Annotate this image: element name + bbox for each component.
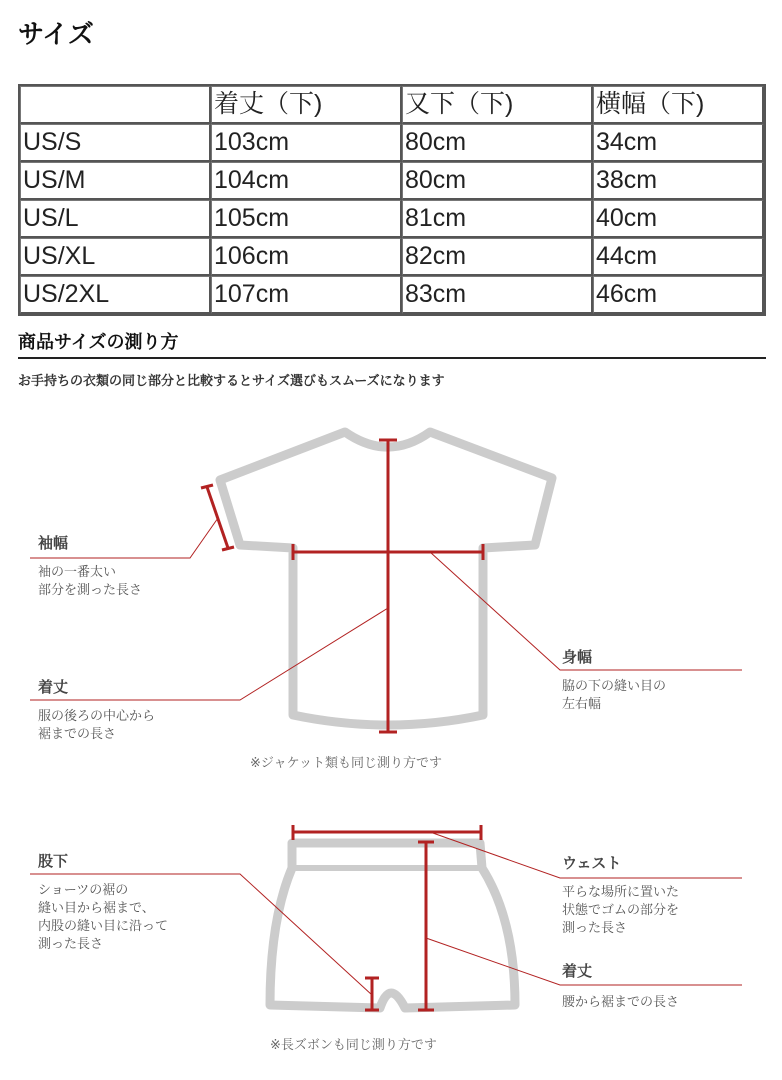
table-cell: 44cm — [593, 238, 764, 276]
table-cell: 80cm — [402, 162, 593, 200]
table-cell: 80cm — [402, 124, 593, 162]
table-cell: US/XL — [20, 238, 211, 276]
table-cell: 103cm — [211, 124, 402, 162]
shirt-length-label: 着丈 — [38, 678, 69, 696]
table-cell: US/S — [20, 124, 211, 162]
measure-heading: 商品サイズの測り方 — [18, 332, 179, 353]
sleeve-width-description: 袖の一番太い 部分を測った長さ — [38, 565, 143, 598]
table-cell: 82cm — [402, 238, 593, 276]
table-cell: US/2XL — [20, 276, 211, 314]
sleeve-width-label: 袖幅 — [38, 534, 69, 552]
body-width-description: 脇の下の縫い目の 左右幅 — [562, 679, 667, 712]
inseam-label: 股下 — [38, 852, 69, 870]
shirt-length-leader-line — [30, 608, 388, 700]
table-cell: 81cm — [402, 200, 593, 238]
table-cell: 34cm — [593, 124, 764, 162]
body-width-label: 身幅 — [562, 648, 593, 666]
table-cell: 46cm — [593, 276, 764, 314]
table-header-cell: 着丈（下) — [211, 86, 402, 124]
table-cell: 106cm — [211, 238, 402, 276]
shorts-length-description: 腰から裾までの長さ — [562, 995, 680, 1010]
table-cell: 38cm — [593, 162, 764, 200]
table-cell: 107cm — [211, 276, 402, 314]
shirt-note: ※ジャケット類も同じ測り方です — [250, 756, 442, 771]
table-cell: US/L — [20, 200, 211, 238]
table-cell: US/M — [20, 162, 211, 200]
table-cell: 83cm — [402, 276, 593, 314]
shorts-length-label: 着丈 — [562, 962, 593, 980]
table-cell: 40cm — [593, 200, 764, 238]
measure-intro: お手持ちの衣類の同じ部分と比較するとサイズ選びもスムーズになります — [18, 374, 445, 389]
page-title: サイズ — [18, 20, 94, 50]
table-cell: 105cm — [211, 200, 402, 238]
table-header-cell: 又下（下) — [402, 86, 593, 124]
shirt-length-description: 服の後ろの中心から 裾までの長さ — [38, 709, 156, 742]
waist-description: 平らな場所に置いた 状態でゴムの部分を 測った長さ — [562, 885, 680, 936]
waist-label: ウェスト — [562, 854, 622, 872]
table-header-cell: 横幅（下) — [593, 86, 764, 124]
table-cell: 104cm — [211, 162, 402, 200]
inseam-description: ショーツの裾の 縫い目から裾まで、 内股の縫い目に沿って 測った長さ — [38, 883, 169, 952]
shorts-note: ※長ズボンも同じ測り方です — [270, 1038, 437, 1053]
